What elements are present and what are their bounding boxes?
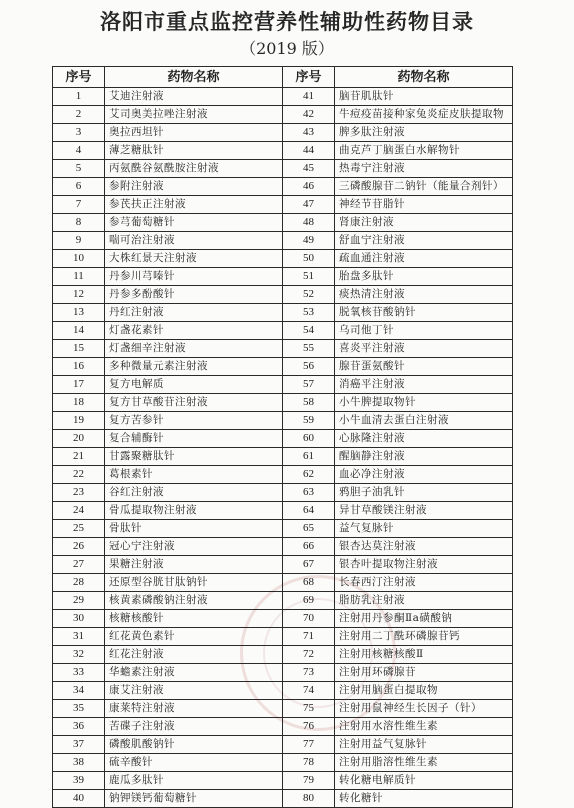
row-number-left: 25 bbox=[53, 520, 105, 538]
header-name-left: 药物名称 bbox=[105, 67, 283, 88]
row-number-left: 10 bbox=[53, 250, 105, 268]
row-number-right: 57 bbox=[283, 376, 335, 394]
drug-name-right: 注射用环磷腺苷 bbox=[335, 664, 513, 682]
row-number-left: 7 bbox=[53, 196, 105, 214]
row-number-left: 21 bbox=[53, 448, 105, 466]
drug-name-left: 果糖注射液 bbox=[105, 556, 283, 574]
row-number-left: 8 bbox=[53, 214, 105, 232]
drug-name-left: 硫辛酸针 bbox=[105, 754, 283, 772]
row-number-right: 67 bbox=[283, 556, 335, 574]
row-number-right: 76 bbox=[283, 718, 335, 736]
row-number-right: 75 bbox=[283, 700, 335, 718]
drug-name-right: 舒血宁注射液 bbox=[335, 232, 513, 250]
row-number-right: 44 bbox=[283, 142, 335, 160]
row-number-left: 27 bbox=[53, 556, 105, 574]
row-number-left: 24 bbox=[53, 502, 105, 520]
drug-name-left: 苦碟子注射液 bbox=[105, 718, 283, 736]
drug-name-left: 红花注射液 bbox=[105, 646, 283, 664]
row-number-left: 12 bbox=[53, 286, 105, 304]
table-row bbox=[53, 268, 513, 286]
row-number-right: 61 bbox=[283, 448, 335, 466]
table-row bbox=[53, 160, 513, 178]
drug-name-right: 热毒宁注射液 bbox=[335, 160, 513, 178]
drug-name-right: 心脉隆注射液 bbox=[335, 430, 513, 448]
drug-name-left: 复合辅酶针 bbox=[105, 430, 283, 448]
drug-name-right: 注射用二丁酰环磷腺苷钙 bbox=[335, 628, 513, 646]
drug-name-right: 乌司他丁针 bbox=[335, 322, 513, 340]
table-row bbox=[53, 466, 513, 484]
drug-name-left: 鹿瓜多肽针 bbox=[105, 772, 283, 790]
drug-name-right: 腺苷蛋氨酸针 bbox=[335, 358, 513, 376]
row-number-right: 49 bbox=[283, 232, 335, 250]
drug-name-left: 灯盏花素针 bbox=[105, 322, 283, 340]
table-row bbox=[53, 232, 513, 250]
table-row bbox=[53, 250, 513, 268]
row-number-right: 43 bbox=[283, 124, 335, 142]
drug-name-right: 曲克芦丁脑蛋白水解物针 bbox=[335, 142, 513, 160]
row-number-left: 31 bbox=[53, 628, 105, 646]
row-number-right: 52 bbox=[283, 286, 335, 304]
drug-name-left: 骨肽针 bbox=[105, 520, 283, 538]
row-number-right: 59 bbox=[283, 412, 335, 430]
table-row bbox=[53, 646, 513, 664]
row-number-left: 17 bbox=[53, 376, 105, 394]
drug-name-left: 喘可治注射液 bbox=[105, 232, 283, 250]
row-number-left: 40 bbox=[53, 790, 105, 808]
drug-name-right: 注射用益气复脉针 bbox=[335, 736, 513, 754]
row-number-left: 9 bbox=[53, 232, 105, 250]
drug-name-right: 注射用脂溶性维生素 bbox=[335, 754, 513, 772]
table-row bbox=[53, 124, 513, 142]
drug-name-right: 胎盘多肽针 bbox=[335, 268, 513, 286]
drug-name-right: 银杏达莫注射液 bbox=[335, 538, 513, 556]
drug-name-left: 参芪扶正注射液 bbox=[105, 196, 283, 214]
drug-name-left: 葛根素针 bbox=[105, 466, 283, 484]
row-number-left: 20 bbox=[53, 430, 105, 448]
table-row bbox=[53, 412, 513, 430]
drug-name-left: 康莱特注射液 bbox=[105, 700, 283, 718]
row-number-right: 65 bbox=[283, 520, 335, 538]
document-title: 洛阳市重点监控营养性辅助性药物目录 bbox=[100, 10, 474, 34]
drug-name-right: 醒脑静注射液 bbox=[335, 448, 513, 466]
drug-name-left: 复方电解质 bbox=[105, 376, 283, 394]
table-row bbox=[53, 196, 513, 214]
drug-name-right: 注射用鼠神经生长因子（针） bbox=[335, 700, 513, 718]
row-number-left: 6 bbox=[53, 178, 105, 196]
table-row bbox=[53, 538, 513, 556]
row-number-right: 74 bbox=[283, 682, 335, 700]
drug-name-right: 银杏叶提取物注射液 bbox=[335, 556, 513, 574]
document-subtitle: （2019 版） bbox=[240, 39, 334, 58]
drug-name-right: 鸦胆子油乳针 bbox=[335, 484, 513, 502]
drug-name-right: 益气复脉针 bbox=[335, 520, 513, 538]
drug-name-left: 还原型谷胱甘肽钠针 bbox=[105, 574, 283, 592]
drug-name-right: 痰热清注射液 bbox=[335, 286, 513, 304]
table-row bbox=[53, 88, 513, 106]
drug-name-left: 康艾注射液 bbox=[105, 682, 283, 700]
row-number-left: 28 bbox=[53, 574, 105, 592]
table-row bbox=[53, 340, 513, 358]
drug-name-left: 多种微量元素注射液 bbox=[105, 358, 283, 376]
header-name-right: 药物名称 bbox=[335, 67, 513, 88]
drug-name-right: 疏血通注射液 bbox=[335, 250, 513, 268]
drug-name-left: 骨瓜提取物注射液 bbox=[105, 502, 283, 520]
table-row bbox=[53, 556, 513, 574]
drug-name-right: 消癌平注射液 bbox=[335, 376, 513, 394]
drug-name-left: 参附注射液 bbox=[105, 178, 283, 196]
drug-name-right: 喜炎平注射液 bbox=[335, 340, 513, 358]
row-number-left: 19 bbox=[53, 412, 105, 430]
drug-name-right: 脱氧核苷酸钠针 bbox=[335, 304, 513, 322]
row-number-right: 77 bbox=[283, 736, 335, 754]
drug-name-left: 核黄素磷酸钠注射液 bbox=[105, 592, 283, 610]
table-row bbox=[53, 664, 513, 682]
row-number-right: 55 bbox=[283, 340, 335, 358]
drug-name-right: 注射用核糖核酸Ⅱ bbox=[335, 646, 513, 664]
row-number-right: 56 bbox=[283, 358, 335, 376]
row-number-left: 16 bbox=[53, 358, 105, 376]
table-row bbox=[53, 394, 513, 412]
header-no-right: 序号 bbox=[283, 67, 335, 88]
table-row bbox=[53, 376, 513, 394]
drug-name-left: 大株红景天注射液 bbox=[105, 250, 283, 268]
row-number-right: 70 bbox=[283, 610, 335, 628]
drug-name-left: 冠心宁注射液 bbox=[105, 538, 283, 556]
row-number-left: 22 bbox=[53, 466, 105, 484]
row-number-right: 78 bbox=[283, 754, 335, 772]
row-number-right: 42 bbox=[283, 106, 335, 124]
table-row bbox=[53, 628, 513, 646]
table-row bbox=[53, 520, 513, 538]
row-number-left: 13 bbox=[53, 304, 105, 322]
header-no-left: 序号 bbox=[53, 67, 105, 88]
row-number-right: 51 bbox=[283, 268, 335, 286]
drug-name-right: 牛痘疫苗接种家兔炎症皮肤提取物 bbox=[335, 106, 513, 124]
row-number-left: 1 bbox=[53, 88, 105, 106]
drug-name-right: 注射用水溶性维生素 bbox=[335, 718, 513, 736]
table-row bbox=[53, 610, 513, 628]
drug-name-right: 小牛脾提取物针 bbox=[335, 394, 513, 412]
table-row bbox=[53, 790, 513, 808]
table-row bbox=[53, 304, 513, 322]
drug-name-right: 转化糖电解质针 bbox=[335, 772, 513, 790]
table-row bbox=[53, 286, 513, 304]
row-number-left: 38 bbox=[53, 754, 105, 772]
table-header-row bbox=[53, 67, 513, 88]
drug-name-right: 长春西汀注射液 bbox=[335, 574, 513, 592]
drug-name-left: 红花黄色素针 bbox=[105, 628, 283, 646]
table-row bbox=[53, 322, 513, 340]
row-number-left: 37 bbox=[53, 736, 105, 754]
table-row bbox=[53, 772, 513, 790]
row-number-right: 41 bbox=[283, 88, 335, 106]
row-number-left: 18 bbox=[53, 394, 105, 412]
row-number-left: 32 bbox=[53, 646, 105, 664]
drug-name-left: 薄芝糖肽针 bbox=[105, 142, 283, 160]
row-number-left: 35 bbox=[53, 700, 105, 718]
drug-name-left: 丹红注射液 bbox=[105, 304, 283, 322]
table-row bbox=[53, 358, 513, 376]
drug-name-left: 复方苦参针 bbox=[105, 412, 283, 430]
row-number-left: 2 bbox=[53, 106, 105, 124]
row-number-left: 5 bbox=[53, 160, 105, 178]
drug-name-right: 血必净注射液 bbox=[335, 466, 513, 484]
drug-name-right: 三磷酸腺苷二钠针（能量合剂针） bbox=[335, 178, 513, 196]
drug-name-left: 艾迪注射液 bbox=[105, 88, 283, 106]
row-number-right: 69 bbox=[283, 592, 335, 610]
drug-name-left: 磷酸肌酸钠针 bbox=[105, 736, 283, 754]
row-number-left: 26 bbox=[53, 538, 105, 556]
row-number-left: 39 bbox=[53, 772, 105, 790]
drug-name-left: 谷红注射液 bbox=[105, 484, 283, 502]
row-number-right: 62 bbox=[283, 466, 335, 484]
drug-name-left: 参芎葡萄糖针 bbox=[105, 214, 283, 232]
table-row bbox=[53, 736, 513, 754]
row-number-left: 4 bbox=[53, 142, 105, 160]
drug-name-right: 肾康注射液 bbox=[335, 214, 513, 232]
drug-name-right: 小牛血清去蛋白注射液 bbox=[335, 412, 513, 430]
table-row bbox=[53, 718, 513, 736]
drug-name-right: 脑苷肌肽针 bbox=[335, 88, 513, 106]
row-number-right: 58 bbox=[283, 394, 335, 412]
row-number-right: 72 bbox=[283, 646, 335, 664]
drug-name-right: 脾多肽注射液 bbox=[335, 124, 513, 142]
table-row bbox=[53, 502, 513, 520]
row-number-left: 23 bbox=[53, 484, 105, 502]
row-number-right: 46 bbox=[283, 178, 335, 196]
drug-list-table bbox=[52, 66, 513, 808]
drug-name-left: 复方甘草酸苷注射液 bbox=[105, 394, 283, 412]
row-number-right: 63 bbox=[283, 484, 335, 502]
table-row bbox=[53, 700, 513, 718]
row-number-right: 64 bbox=[283, 502, 335, 520]
row-number-right: 45 bbox=[283, 160, 335, 178]
row-number-left: 36 bbox=[53, 718, 105, 736]
table-row bbox=[53, 574, 513, 592]
drug-name-right: 转化糖针 bbox=[335, 790, 513, 808]
table-row bbox=[53, 754, 513, 772]
row-number-right: 73 bbox=[283, 664, 335, 682]
drug-name-right: 脂肪乳注射液 bbox=[335, 592, 513, 610]
table-row bbox=[53, 430, 513, 448]
row-number-right: 79 bbox=[283, 772, 335, 790]
drug-name-left: 灯盏细辛注射液 bbox=[105, 340, 283, 358]
row-number-right: 53 bbox=[283, 304, 335, 322]
row-number-right: 60 bbox=[283, 430, 335, 448]
row-number-right: 68 bbox=[283, 574, 335, 592]
drug-name-right: 神经节苷脂针 bbox=[335, 196, 513, 214]
row-number-left: 14 bbox=[53, 322, 105, 340]
row-number-right: 47 bbox=[283, 196, 335, 214]
drug-name-left: 奥拉西坦针 bbox=[105, 124, 283, 142]
drug-name-left: 丹参多酚酸针 bbox=[105, 286, 283, 304]
table-row bbox=[53, 484, 513, 502]
row-number-left: 34 bbox=[53, 682, 105, 700]
drug-name-left: 丹参川芎嗪针 bbox=[105, 268, 283, 286]
row-number-left: 29 bbox=[53, 592, 105, 610]
drug-name-left: 钠钾镁钙葡萄糖针 bbox=[105, 790, 283, 808]
row-number-right: 48 bbox=[283, 214, 335, 232]
table-row bbox=[53, 106, 513, 124]
table-row bbox=[53, 214, 513, 232]
row-number-right: 50 bbox=[283, 250, 335, 268]
row-number-left: 15 bbox=[53, 340, 105, 358]
row-number-right: 54 bbox=[283, 322, 335, 340]
drug-name-left: 丙氨酰谷氨酰胺注射液 bbox=[105, 160, 283, 178]
drug-name-left: 华蟾素注射液 bbox=[105, 664, 283, 682]
table-row bbox=[53, 178, 513, 196]
drug-name-right: 异甘草酸镁注射液 bbox=[335, 502, 513, 520]
drug-name-right: 注射用丹参酮Ⅱa磺酸钠 bbox=[335, 610, 513, 628]
drug-name-left: 核糖核酸针 bbox=[105, 610, 283, 628]
drug-name-left: 艾司奥美拉唑注射液 bbox=[105, 106, 283, 124]
table-row bbox=[53, 592, 513, 610]
table-row bbox=[53, 448, 513, 466]
row-number-left: 3 bbox=[53, 124, 105, 142]
drug-name-right: 注射用脑蛋白提取物 bbox=[335, 682, 513, 700]
table-row bbox=[53, 682, 513, 700]
row-number-right: 66 bbox=[283, 538, 335, 556]
row-number-right: 71 bbox=[283, 628, 335, 646]
drug-name-left: 甘露聚糖肽针 bbox=[105, 448, 283, 466]
row-number-left: 30 bbox=[53, 610, 105, 628]
row-number-left: 33 bbox=[53, 664, 105, 682]
row-number-left: 11 bbox=[53, 268, 105, 286]
row-number-right: 80 bbox=[283, 790, 335, 808]
table-row bbox=[53, 142, 513, 160]
